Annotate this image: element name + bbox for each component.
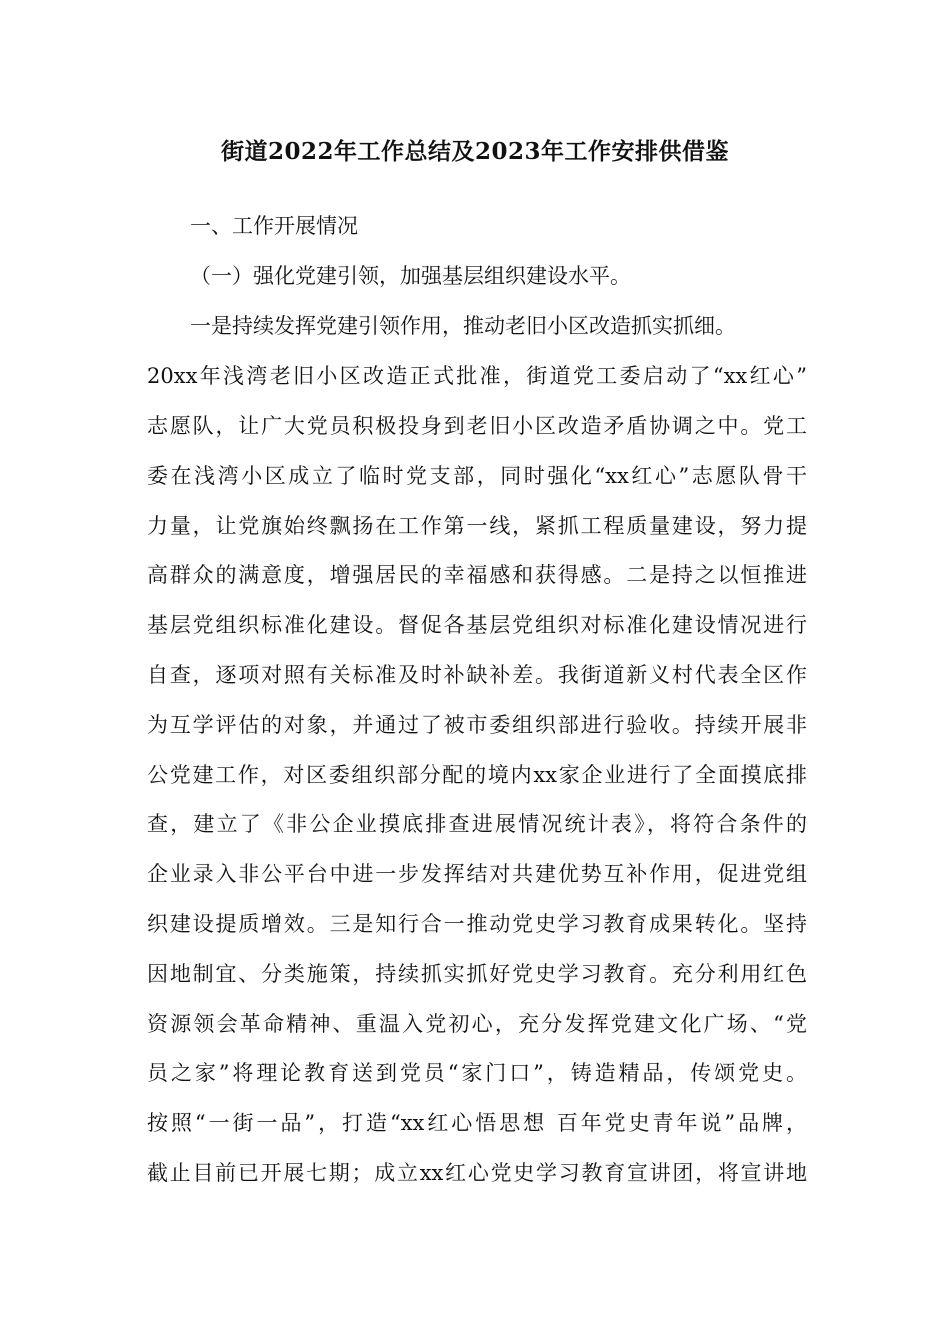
paragraph-line: 查，建立了《非公企业摸底排查进展情况统计表》，将符合条件的 [147,812,807,836]
paragraph-line: 一是持续发挥党建引领作用，推动老旧小区改造抓实抓细。 [190,314,736,338]
paragraph-line: 基层党组织标准化建设。督促各基层党组织对标准化建设情况进行 [147,613,807,637]
paragraph-line: 力量，让党旗始终飘扬在工作第一线，紧抓工程质量建设，努力提 [147,514,807,538]
paragraph-line: 员之家”将理论教育送到党员“家门口”，铸造精品，传颂党史。 [147,1061,807,1085]
paragraph-line: 按照“一街一品”，打造“xx红心悟思想 百年党史青年说”品牌， [147,1111,807,1135]
paragraph-line: 高群众的满意度，增强居民的幸福感和获得感。二是持之以恒推进 [147,563,807,587]
document-title: 街道2022年工作总结及2023年工作安排供借鉴 [220,138,730,165]
subsection-heading: （一）强化党建引领，加强基层组织建设水平。 [190,264,631,288]
paragraph-line: 织建设提质增效。三是知行合一推动党史学习教育成果转化。坚持 [147,912,807,936]
paragraph-line: 因地制宜、分类施策，持续抓实抓好党史学习教育。充分利用红色 [147,962,807,986]
paragraph-line: 志愿队，让广大党员积极投身到老旧小区改造矛盾协调之中。党工 [147,414,807,438]
paragraph-line: 公党建工作，对区委组织部分配的境内xx家企业进行了全面摸底排 [147,763,807,787]
paragraph-line: 为互学评估的对象，并通过了被市委组织部进行验收。持续开展非 [147,713,807,737]
paragraph-line: 自查，逐项对照有关标准及时补缺补差。我街道新义村代表全区作 [147,663,807,687]
paragraph-line: 截止目前已开展七期；成立xx红心党史学习教育宣讲团，将宣讲地 [147,1161,807,1185]
paragraph-line: 资源领会革命精神、重温入党初心，充分发挥党建文化广场、“党 [147,1012,807,1036]
paragraph-line: 委在浅湾小区成立了临时党支部，同时强化“xx红心”志愿队骨干 [147,464,807,488]
paragraph-line: 企业录入非公平台中进一步发挥结对共建优势互补作用，促进党组 [147,862,807,886]
section-heading: 一、工作开展情况 [190,214,358,238]
paragraph-line: 20xx年浅湾老旧小区改造正式批准，街道党工委启动了“xx红心” [147,364,807,388]
